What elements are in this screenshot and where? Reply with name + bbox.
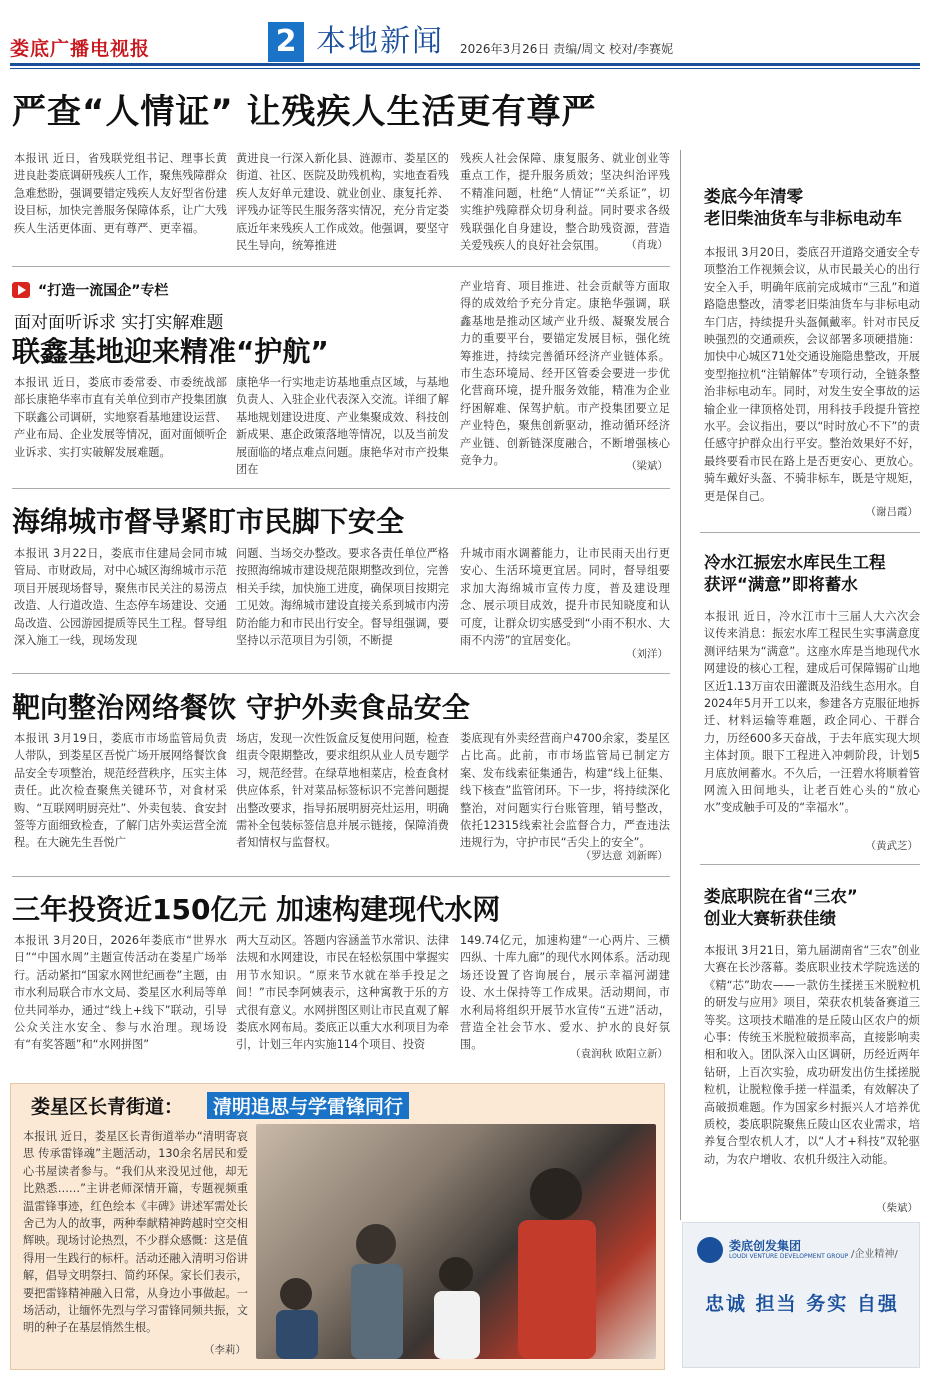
article-text: 产业培育、项目推进、社会贡献等方面取得的成效给予充分肯定。康艳华强调，联鑫基地是推动区域产业升级、凝聚发展合力的重要平台，要锚定发展目标，强化统筹推进，持续完善循环经济产业链体系。市生态环境局、经开区管委会要进一步优化营商环境，提升服务效能，精准为企业纾困解难、保驾护航。市产投集团要立足产业特色，聚焦创新驱动，推动循环经济产业链、创新链深度融合，不断增强核心竞争力。	[460, 280, 670, 468]
article-text: 本报讯 近日，省残联党组书记、理事长黄进良赴娄底调研残疾人工作，聚焦残障群众急难愁盼，强调要错定残疾人友好型省份建设目标，加快完善服务保障体系，让广大残疾人生活更体面、更有尊严、更幸福。	[14, 152, 227, 235]
side-title: 创业大赛斩获佳绩	[704, 909, 836, 928]
company-name-en: LOUDI VENTURE DEVELOPMENT GROUP	[729, 1253, 849, 1260]
photo-feature	[10, 1083, 665, 1370]
side-title: 冷水江振宏水库民生工程	[704, 553, 886, 572]
article-text: 升城市雨水调蓄能力，让市民雨天出行更安心、生活环境更宜居。同时，督导组要求加大海绵城市宣传力度，普及建设理念、展示项目成效，提升市民知晓度和认可度，让群众切实感受到“小雨不积水、大雨不内涝”的宜居变化。	[460, 547, 670, 648]
feature-title-highlight: 清明追思与学雷锋同行	[207, 1092, 409, 1119]
masthead	[0, 0, 930, 68]
divider	[12, 266, 670, 267]
article-title: 靶向整治网络餐饮 守护外卖食品安全	[12, 691, 470, 724]
ad-tag: /企业精神/	[851, 1249, 898, 1260]
article-text: 本报讯 3月22日，娄底市住建局会同市城管局、市财政局，对中心城区海绵城市示范项目开展现场督导，聚焦市民关注的易涝点改造、人行道改造、生态停车场建设、交通岛改造、公园游园提质等民生工程。督导组深入施工一线，现场发现	[14, 547, 227, 648]
side-title: 获评“满意”即将蓄水	[704, 575, 858, 594]
paper-name: 娄底广播电视报	[10, 38, 151, 60]
side-title: 娄底今年清零	[704, 187, 803, 206]
article-title: 三年投资近150亿元 加速构建现代水网	[12, 893, 501, 926]
article-text: 本报讯 3月20日，2026年娄底市“世界水日”“中国水周”主题宣传活动在娄星广场举行。活动紧扣“国家水网世纪画卷”主题，由市水利局联合市水文局、娄星区水利局等单位共同举办，通过“线上+线下”联动，引导公众关注水安全、参与水治理。现场设有“有奖答题”和“水网拼图”	[14, 934, 227, 1052]
column-label: “打造一流国企”专栏	[38, 283, 169, 299]
byline: （黄武芝）	[865, 840, 918, 852]
side-text: 本报讯 3月21日，第九届湖南省“三农”创业大赛在长沙落幕。娄底职业技术学院选送的《精“芯”助农——一款仿生揉搓玉米脱粒机的研发与应用》项目，荣获农机装备赛道三等奖。这项技术瞄准的是丘陵山区农户的烦心事：传统玉米脱粒破损率高，直接影响卖相和收入。团队深入山区调研，历经近两年钻研，上百次实验，成功研发出仿生揉搓脱粒机，让脱粒像手搓一样温柔，有效解决了高破损难题。作为国家乡村振兴人才培养优质校，娄底职院聚焦丘陵山区农业需求，培养复合型农机人才，以“人才+科技”双轮驱动，为农户增收、农机升级注入动能。	[704, 944, 920, 1166]
article-text: 场店，发现一次性饭盒反复使用问题，检查组责令限期整改，要求组织从业人员专题学习，规范经营。在绿草地相菜店，检查食材供应体系，针对菜品标签标识不完善问题提出整改要求，指导拓展明厨亮灶运用，明确需补全包装标签信息并展示链接，保障消费者知情权与监督权。	[236, 732, 449, 850]
article-text: 两大互动区。答题内容涵盖节水常识、法律法规和水网建设，市民在轻松氛围中掌握实用节水知识。“原来节水就在举手投足之间！”市民李阿姨表示，这种寓教于乐的方式很有意义。水网拼图区则让市民直观了解娄底水网布局。娄底正以重大水利项目为牵引，计划三年内实施114个项目、投资	[236, 934, 449, 1052]
side-text: 本报讯 3月20日，娄底召开道路交通安全专项整治工作视频会议，从市民最关心的出行安全入手，明确年底前完成城市“三乱”和道路隐患整改，清零老旧柴油货车与非标电动车门店，持续提升头盔佩戴率。针对市民反映强烈的交通顽疾，会议部署多项硬措施：加快中心城区71处交通设施隐患整改，开展变型拖拉机“注销解体”专项行动，全链条整治非标电动车。同时，对发生安全事故的运输企业一律顶格处罚，用科技手段提升管控水平。会议指出，要以“时时放心不下”的责任感守护群众出行平安。整治效果好不好，最终要看市民在路上是否更安心、更放心。骑车戴好头盔、不骑非标车，既是守规矩，更是保自己。	[704, 246, 920, 503]
article-title: 严查“人情证” 让残疾人生活更有尊严	[12, 92, 597, 132]
article-text: 康艳华一行实地走访基地重点区域，与基地负责人、入驻企业代表深入交流。详细了解基地规划建设进度、产业集聚成效、科技创新成果、惠企政策落地等情况，以及当前发展面临的堵点难点问题。康艳华对市产投集团在	[236, 376, 449, 477]
kicker: 面对面听诉求 实打实解难题	[14, 313, 224, 333]
ad-slogan: 忠诚 担当 务实 自强	[705, 1293, 899, 1315]
side-title: 老旧柴油货车与非标电动车	[704, 209, 902, 228]
article-text: 149.74亿元，加速构建“一心两片、三横四纵、十库九廊”的现代水网体系。活动现场还设置了咨询展台，展示幸福河湖建设、水土保持等工作成果。活动期间，市水利局将组织开展节水宣传“五进”活动，营造全社会节水、爱水、护水的良好氛围。	[460, 934, 670, 1052]
article-text: 本报讯 近日，娄底市委常委、市委统战部部长康艳华率市直有关单位到市产投集团旗下联鑫公司调研，实地察看基地建设运营、产业布局、企业发展等情况，面对面倾听企业诉求、实打实破解发展难题。	[14, 376, 227, 459]
article-title: 海绵城市督导紧盯市民脚下安全	[12, 505, 405, 538]
divider	[12, 673, 670, 674]
divider	[12, 876, 670, 877]
company-logo-icon	[697, 1237, 723, 1263]
masthead-rule-thin	[10, 68, 920, 69]
byline: （李莉）	[204, 1344, 246, 1356]
masthead-rule	[10, 63, 920, 66]
byline: （罗达意 刘新晖）	[580, 850, 668, 862]
company-name: 娄底创发集团	[729, 1239, 802, 1253]
feature-photo	[256, 1124, 656, 1359]
byline: （谢吕霞）	[865, 506, 918, 518]
byline: （刘洋）	[626, 648, 668, 660]
article-text: 黄进良一行深入新化县、涟源市、娄星区的街道、社区、医院及助残机构，实地查看残疾人友好单元建设、就业创业、康复托养、评残办证等民生服务落实情况，充分肯定娄底近年来残疾人工作成效。他强调，要坚守民生导向，统筹推进	[236, 152, 449, 253]
divider	[12, 488, 670, 489]
side-title: 娄底职院在省“三农”	[704, 887, 858, 906]
article-title: 联鑫基地迎来精准“护航”	[12, 335, 329, 368]
side-text: 本报讯 近日，冷水江市十三届人大六次会议传来消息：振宏水库工程民生实事满意度测评结果为“满意”。这座水库是当地现代水网建设的核心工程，建成后可保障锡矿山地区近1.13万亩农田灌溉及沿线生态用水。自2024年5月开工以来，参建各方克服征地拆迁、材料运输等难题，政企同心、干群合力，历经600多天奋战，于去年底实现大坝主体封顶。眼下工程进入冲刺阶段，计划5月底放闸蓄水。不久后，一汪碧水将顺着管网流入田间地头，让老百姓心头的“放心水”变成触手可及的“幸福水”。	[704, 610, 920, 815]
page-number: 2	[268, 22, 304, 62]
byline: （肖珑）	[626, 239, 668, 251]
column-divider	[680, 150, 681, 1220]
byline: （梁斌）	[626, 460, 668, 472]
feature-title: 娄星区长青街道：	[31, 1096, 184, 1118]
company-ad	[682, 1222, 920, 1368]
divider	[700, 532, 920, 533]
issue-info: 2026年3月26日 责编/周文 校对/李赛妮	[460, 42, 674, 56]
play-icon	[12, 282, 30, 298]
divider	[700, 864, 920, 865]
article-text: 本报讯 3月19日，娄底市市场监管局负责人带队，到娄星区吾悦广场开展网络餐饮食品安全专项整治，规范经营秩序，压实主体责任。此次检查聚焦关键环节，对食材采购、“互联网明厨亮灶”、外卖包装、食安封签等方面细致检查，了解门店外卖运营全流程。在大碗先生吾悦广	[14, 732, 227, 850]
article-text: 娄底现有外卖经营商户4700余家，娄星区占比高。此前，市市场监管局已制定方案、发布线索征集通告，构建“线上征集、线下核查”监管闭环。下一步，将持续深化整治，对问题实行台账管理，销号整改，依托12315线索社会监督合力，严查违法违规行为，守护市民“舌尖上的安全”。	[460, 732, 670, 850]
section-title: 本地新闻	[316, 24, 444, 59]
article-text: 残疾人社会保障、康复服务、就业创业等重点工作，提升服务质效；坚决纠治评残不精准问题，杜绝“人情证”“关系证”，切实维护残障群众切身利益。同时要求各级残联强化自身建设，整合助残资源，营造关爱残疾人的良好社会氛围。	[460, 152, 670, 253]
byline: （柴斌）	[876, 1202, 918, 1214]
feature-text: 本报讯 近日，娄星区长青街道举办“清明寄哀思 传承雷锋魂”主题活动，130余名居民和爱心书屋读者参与。“我们从来没见过他，却无比熟悉……”主讲老师深情开篇，专题视频重温雷锋事迹，红色绘本《丰碑》讲述军需处长舍己为人的故事，两种奉献精神跨越时空交相辉映。现场讨论热烈，不少群众感慨：这是值得用一生践行的标杆。活动还融入清明习俗讲解，倡导文明祭扫、简约环保。家长们表示，要把雷锋精神融入日常，从身边小事做起。一场活动，让缅怀先烈与学习雷锋同频共振，文明的种子在基层悄然生根。	[23, 1130, 248, 1335]
article-text: 问题、当场交办整改。要求各责任单位严格按照海绵城市建设规范限期整改到位，完善相关手续，加快施工进度，确保项目按期完工见效。海绵城市建设直接关系到城市内涝防治能力和市民出行安全。督导组强调，要坚持以示范项目为引领，不断提	[236, 547, 449, 648]
byline: （袁润秋 欧阳立新）	[570, 1048, 668, 1060]
